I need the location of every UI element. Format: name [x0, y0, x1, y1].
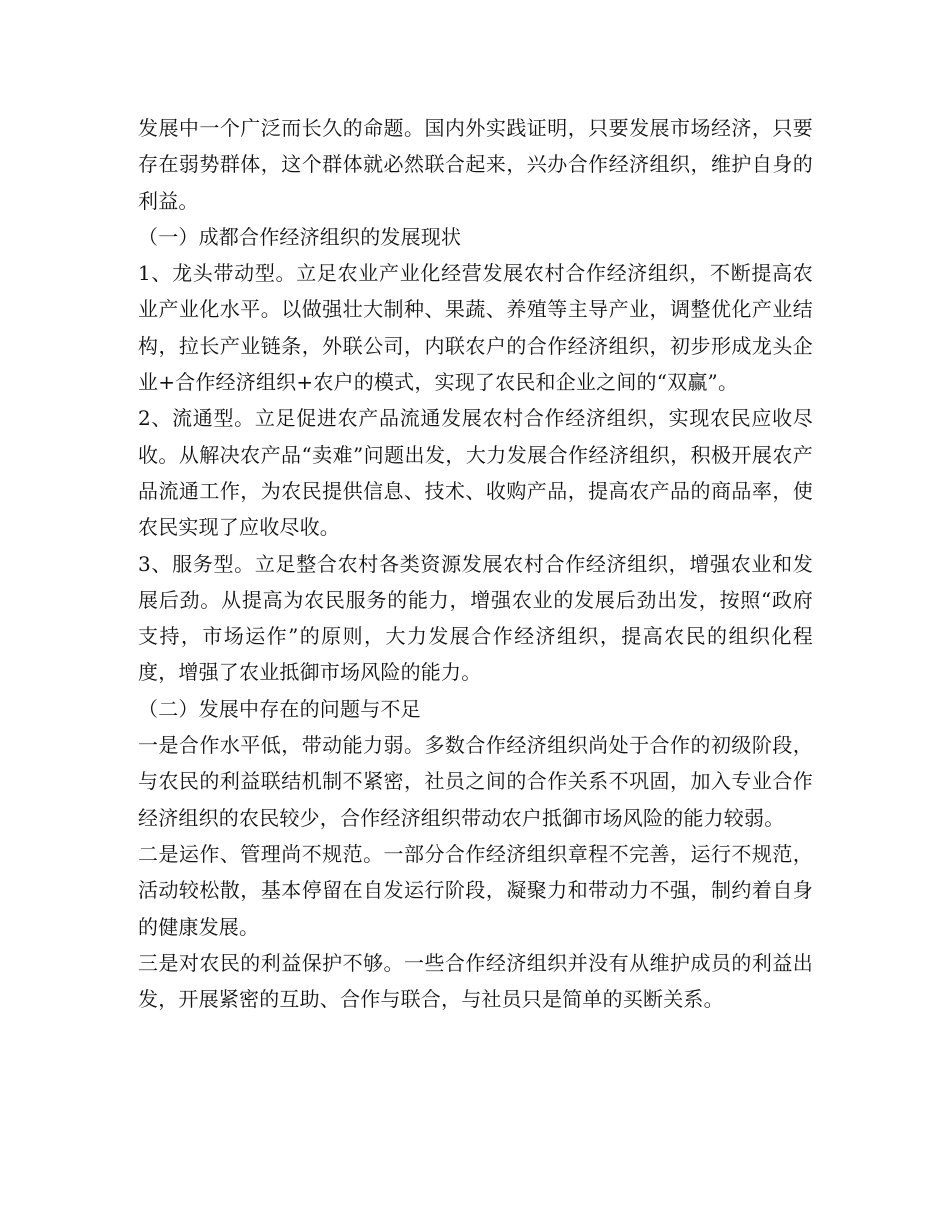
document-body	[138, 110, 813, 1017]
section-heading-development-status: （一）成都合作经济组织的发展现状	[138, 224, 462, 249]
paragraph-problem-two: 二是运作、管理尚不规范。一部分合作经济组织章程不完善，运行不规范，活动较松散，基本停留在自发运行阶段，凝聚力和带动力不强，制约着自身的健康发展。	[138, 841, 813, 939]
section-heading-problems: （二）发展中存在的问题与不足	[138, 696, 421, 721]
paragraph-problem-one: 一是合作水平低，带动能力弱。多数合作经济组织尚处于合作的初级阶段，与农民的利益联结机制不紧密，社员之间的合作关系不巩固，加入专业合作经济组织的农民较少，合作经济组织带动农户抵御市场风险的能力较弱。	[138, 733, 813, 830]
paragraph-circulation-type: 2、流通型。立足促进农产品流通发展农村合作经济组织，实现农民应收尽收。从解决农产品“卖难”问题出发，大力发展合作经济组织，积极开展农产品流通工作，为农民提供信息、技术、收购产品，提高农产品的商品率，使农民实现了应收尽收。	[138, 406, 813, 540]
paragraph-intro-continuation: 发展中一个广泛而长久的命题。国内外实践证明，只要发展市场经济，只要存在弱势群体，这个群体就必然联合起来，兴办合作经济组织，维护自身的利益。	[138, 116, 813, 213]
paragraph-leading-type: 1、龙头带动型。立足农业产业化经营发展农村合作经济组织，不断提高农业产业化水平。以做强壮大制种、果蔬、养殖等主导产业，调整优化产业结构，拉长产业链条，外联公司，内联农户的合作经济组织，初步形成龙头企业+合作经济组织+农户的模式，实现了农民和企业之间的“双赢”。	[138, 261, 813, 395]
paragraph-service-type: 3、服务型。立足整合农村各类资源发展农村合作经济组织，增强农业和发展后劲。从提高为农民服务的能力，增强农业的发展后劲出发，按照“政府支持，市场运作”的原则，大力发展合作经济组织，提高农民的组织化程度，增强了农业抵御市场风险的能力。	[138, 551, 813, 685]
paragraph-problem-three: 三是对农民的利益保护不够。一些合作经济组织并没有从维护成员的利益出发，开展紧密的互助、合作与联合，与社员只是简单的买断关系。	[138, 950, 813, 1012]
